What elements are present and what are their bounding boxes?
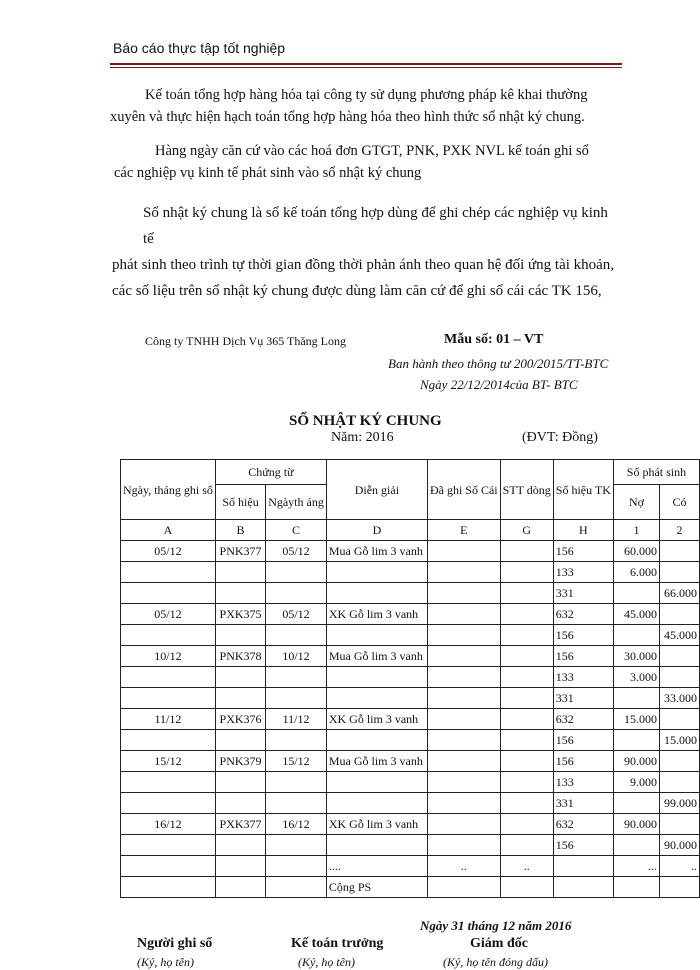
- cell-g: [500, 604, 553, 625]
- cell-e: [427, 625, 500, 646]
- cell-vdate: [266, 856, 327, 877]
- cell-date: [121, 625, 216, 646]
- cell-date: [121, 667, 216, 688]
- cell-vdate: [266, 583, 327, 604]
- cell-date: 15/12: [121, 751, 216, 772]
- cell-debit: [613, 625, 659, 646]
- cell-acct: 156: [553, 730, 613, 751]
- cell-debit: [613, 688, 659, 709]
- cell-acct: 156: [553, 625, 613, 646]
- cell-g: [500, 877, 553, 898]
- cell-g: [500, 730, 553, 751]
- cell-acct: 331: [553, 793, 613, 814]
- cell-e: [427, 583, 500, 604]
- cell-desc: Mua Gỗ lim 3 vanh: [326, 646, 427, 667]
- cell-vdate: [266, 730, 327, 751]
- cell-e: [427, 646, 500, 667]
- director-note: (Ký, họ tên đóng dấu): [443, 955, 548, 969]
- cell-date: [121, 688, 216, 709]
- cell-no: [215, 856, 265, 877]
- paragraph-3-line-3: các số liệu trên sổ nhật ký chung được dùng làm căn cứ để ghi sổ cái các TK 156,: [112, 283, 602, 299]
- cell-no: [215, 562, 265, 583]
- cell-credit: [660, 541, 700, 562]
- cell-g: [500, 667, 553, 688]
- cell-g: [500, 646, 553, 667]
- table-row: [121, 856, 700, 877]
- cell-date: 05/12: [121, 604, 216, 625]
- cell-desc: [326, 688, 427, 709]
- cell-e: [427, 709, 500, 730]
- cell-no: PXK375: [215, 604, 265, 625]
- cell-date: 05/12: [121, 541, 216, 562]
- cell-g: [500, 772, 553, 793]
- header-line-no: STT dòng: [500, 460, 553, 520]
- cell-date: [121, 772, 216, 793]
- cell-no: [215, 583, 265, 604]
- cell-desc: XK Gỗ lim 3 vanh: [326, 814, 427, 835]
- cell-g: [500, 625, 553, 646]
- paragraph-3-line-1: Sổ nhật ký chung là sổ kế toán tổng hợp dùng để ghi chép các nghiệp vụ kinh tế: [143, 205, 608, 247]
- cell-e: [427, 541, 500, 562]
- cell-desc: [326, 667, 427, 688]
- code-cell: G: [500, 520, 553, 541]
- cell-vdate: [266, 688, 327, 709]
- header-posted: Đã ghi Sổ Cái: [427, 460, 500, 520]
- table-row: [121, 709, 700, 730]
- cell-g: [500, 793, 553, 814]
- cell-credit: 66.000: [660, 583, 700, 604]
- signature-recorder: Người ghi sổ: [137, 936, 213, 951]
- cell-debit: 60.000: [613, 541, 659, 562]
- table-row: [121, 688, 700, 709]
- cell-no: PXK376: [215, 709, 265, 730]
- cell-g: [500, 751, 553, 772]
- cell-acct: 156: [553, 751, 613, 772]
- cell-desc: [326, 583, 427, 604]
- code-cell: 2: [660, 520, 700, 541]
- table-row: [121, 625, 700, 646]
- cell-g: ..: [500, 856, 553, 877]
- table-row: [121, 562, 700, 583]
- cell-no: [215, 688, 265, 709]
- code-cell: E: [427, 520, 500, 541]
- table-row: [121, 835, 700, 856]
- cell-credit: [660, 709, 700, 730]
- cell-vdate: [266, 793, 327, 814]
- cell-e: [427, 688, 500, 709]
- cell-debit: [613, 730, 659, 751]
- cell-vdate: [266, 667, 327, 688]
- cell-acct: [553, 856, 613, 877]
- cell-desc: Cộng PS: [326, 877, 427, 898]
- recorder-note: (Ký, họ tên): [137, 955, 194, 969]
- cell-debit: [613, 583, 659, 604]
- cell-credit: [660, 772, 700, 793]
- cell-no: [215, 877, 265, 898]
- table-header-row: [121, 460, 700, 485]
- cell-acct: 133: [553, 667, 613, 688]
- journal-table: [120, 459, 700, 898]
- cell-desc: [326, 625, 427, 646]
- table-row: [121, 583, 700, 604]
- cell-e: [427, 835, 500, 856]
- currency-unit: (ĐVT: Đồng): [522, 430, 598, 445]
- cell-no: [215, 625, 265, 646]
- cell-date: 10/12: [121, 646, 216, 667]
- cell-g: [500, 814, 553, 835]
- cell-vdate: 11/12: [266, 709, 327, 730]
- cell-g: [500, 709, 553, 730]
- header-date: Ngày, tháng ghi sổ: [121, 460, 216, 520]
- cell-no: PNK379: [215, 751, 265, 772]
- paragraph-1-line-1: Kế toán tổng hợp hàng hóa tại công ty sử dụng phương pháp kê khai thường: [145, 87, 588, 103]
- paragraph-1: [110, 84, 622, 128]
- cell-debit: 45.000: [613, 604, 659, 625]
- header-debit: Nợ: [613, 485, 659, 520]
- cell-desc: [326, 730, 427, 751]
- form-number: Mẫu số: 01 – VT: [444, 332, 544, 347]
- company-name: Công ty TNHH Dịch Vụ 365 Thăng Long: [145, 334, 346, 348]
- report-header: Báo cáo thực tập tốt nghiệp: [113, 40, 286, 56]
- header-credit: Có: [660, 485, 700, 520]
- cell-no: [215, 772, 265, 793]
- cell-g: [500, 541, 553, 562]
- paragraph-2: [110, 140, 622, 184]
- cell-date: 11/12: [121, 709, 216, 730]
- cell-desc: [326, 772, 427, 793]
- code-cell: B: [215, 520, 265, 541]
- cell-credit: ..: [660, 856, 700, 877]
- table-row: [121, 751, 700, 772]
- cell-debit: 6.000: [613, 562, 659, 583]
- cell-e: ..: [427, 856, 500, 877]
- cell-debit: 90.000: [613, 814, 659, 835]
- cell-date: 16/12: [121, 814, 216, 835]
- cell-no: [215, 835, 265, 856]
- cell-desc: ....: [326, 856, 427, 877]
- paragraph-2-line-2: các nghiệp vụ kinh tế phát sinh vào sổ nhật ký chung: [114, 165, 422, 181]
- table-row: [121, 541, 700, 562]
- signature-chief-accountant: Kế toán trưởng: [291, 936, 384, 951]
- cell-credit: 15.000: [660, 730, 700, 751]
- cell-g: [500, 835, 553, 856]
- cell-debit: [613, 793, 659, 814]
- cell-no: [215, 730, 265, 751]
- cell-credit: [660, 562, 700, 583]
- cell-e: [427, 751, 500, 772]
- code-cell: H: [553, 520, 613, 541]
- cell-desc: Mua Gỗ lim 3 vanh: [326, 751, 427, 772]
- cell-credit: [660, 604, 700, 625]
- cell-no: PNK377: [215, 541, 265, 562]
- cell-credit: 45.000: [660, 625, 700, 646]
- ledger-title: SỔ NHẬT KÝ CHUNG: [289, 413, 442, 429]
- code-cell: A: [121, 520, 216, 541]
- cell-acct: 632: [553, 814, 613, 835]
- table-row: [121, 793, 700, 814]
- ledger-year: Năm: 2016: [331, 430, 394, 445]
- cell-acct: 156: [553, 646, 613, 667]
- cell-date: [121, 793, 216, 814]
- cell-vdate: [266, 625, 327, 646]
- cell-e: [427, 793, 500, 814]
- table-row: [121, 877, 700, 898]
- cell-credit: 33.000: [660, 688, 700, 709]
- cell-debit: 9.000: [613, 772, 659, 793]
- cell-date: [121, 583, 216, 604]
- code-cell: D: [326, 520, 427, 541]
- cell-debit: 30.000: [613, 646, 659, 667]
- header-voucher-no: Số hiệu: [215, 485, 265, 520]
- cell-e: [427, 772, 500, 793]
- table-row: [121, 772, 700, 793]
- cell-debit: 3.000: [613, 667, 659, 688]
- cell-date: [121, 562, 216, 583]
- cell-vdate: [266, 877, 327, 898]
- cell-date: [121, 730, 216, 751]
- cell-e: [427, 604, 500, 625]
- table-row: [121, 646, 700, 667]
- cell-acct: [553, 877, 613, 898]
- cell-credit: 90.000: [660, 835, 700, 856]
- cell-acct: 133: [553, 562, 613, 583]
- table-row: [121, 814, 700, 835]
- paragraph-1-line-2: xuyên và thực hiện hạch toán tổng hợp hàng hóa theo hình thức sổ nhật ký chung.: [110, 109, 585, 125]
- table-row: [121, 604, 700, 625]
- table-row: [121, 730, 700, 751]
- cell-debit: [613, 877, 659, 898]
- header-voucher: Chứng từ: [215, 460, 326, 485]
- cell-credit: 99.000: [660, 793, 700, 814]
- issued-date: Ngày 22/12/2014của BT- BTC: [420, 377, 578, 392]
- cell-acct: 632: [553, 709, 613, 730]
- cell-desc: Mua Gỗ lim 3 vanh: [326, 541, 427, 562]
- header-rule: [110, 63, 622, 65]
- cell-debit: ...: [613, 856, 659, 877]
- cell-date: [121, 856, 216, 877]
- cell-vdate: [266, 562, 327, 583]
- cell-no: [215, 667, 265, 688]
- cell-acct: 156: [553, 541, 613, 562]
- cell-acct: 331: [553, 583, 613, 604]
- cell-desc: XK Gỗ lim 3 vanh: [326, 709, 427, 730]
- cell-acct: 156: [553, 835, 613, 856]
- code-cell: C: [266, 520, 327, 541]
- cell-no: PNK378: [215, 646, 265, 667]
- paragraph-3: [110, 200, 622, 304]
- cell-credit: [660, 667, 700, 688]
- header-account: Số hiệu TK: [553, 460, 613, 520]
- cell-g: [500, 583, 553, 604]
- paragraph-3-line-2: phát sinh theo trình tự thời gian đồng thời phản ánh theo quan hệ đối ứng tài khoản,: [112, 257, 615, 273]
- cell-g: [500, 688, 553, 709]
- cell-vdate: 05/12: [266, 541, 327, 562]
- cell-e: [427, 730, 500, 751]
- issued-by: Ban hành theo thông tư 200/2015/TT-BTC: [388, 356, 609, 371]
- cell-desc: [326, 562, 427, 583]
- chief-note: (Ký, họ tên): [298, 955, 355, 969]
- cell-credit: [660, 877, 700, 898]
- cell-vdate: 16/12: [266, 814, 327, 835]
- cell-desc: [326, 835, 427, 856]
- cell-debit: [613, 835, 659, 856]
- cell-vdate: [266, 835, 327, 856]
- cell-e: [427, 667, 500, 688]
- header-rule-thin: [110, 67, 622, 68]
- cell-vdate: 15/12: [266, 751, 327, 772]
- cell-e: [427, 814, 500, 835]
- cell-vdate: 10/12: [266, 646, 327, 667]
- cell-acct: 331: [553, 688, 613, 709]
- cell-desc: XK Gỗ lim 3 vanh: [326, 604, 427, 625]
- signing-date: Ngày 31 tháng 12 năm 2016: [420, 918, 572, 933]
- cell-acct: 133: [553, 772, 613, 793]
- cell-credit: [660, 646, 700, 667]
- cell-e: [427, 877, 500, 898]
- cell-desc: [326, 793, 427, 814]
- table-row: [121, 667, 700, 688]
- cell-debit: 15.000: [613, 709, 659, 730]
- cell-vdate: [266, 772, 327, 793]
- header-amount: Số phát sinh: [613, 460, 699, 485]
- column-code-row: [121, 520, 700, 541]
- paragraph-2-line-1: Hàng ngày căn cứ vào các hoá đơn GTGT, PNK, PXK NVL kế toán ghi sổ: [155, 143, 589, 159]
- code-cell: 1: [613, 520, 659, 541]
- cell-date: [121, 835, 216, 856]
- cell-date: [121, 877, 216, 898]
- cell-credit: [660, 814, 700, 835]
- cell-e: [427, 562, 500, 583]
- header-description: Diễn giải: [326, 460, 427, 520]
- cell-vdate: 05/12: [266, 604, 327, 625]
- cell-g: [500, 562, 553, 583]
- signature-director: Giám đốc: [470, 936, 528, 951]
- cell-no: [215, 793, 265, 814]
- header-voucher-date: Ngàyth áng: [266, 485, 327, 520]
- cell-no: PXK377: [215, 814, 265, 835]
- cell-debit: 90.000: [613, 751, 659, 772]
- cell-credit: [660, 751, 700, 772]
- cell-acct: 632: [553, 604, 613, 625]
